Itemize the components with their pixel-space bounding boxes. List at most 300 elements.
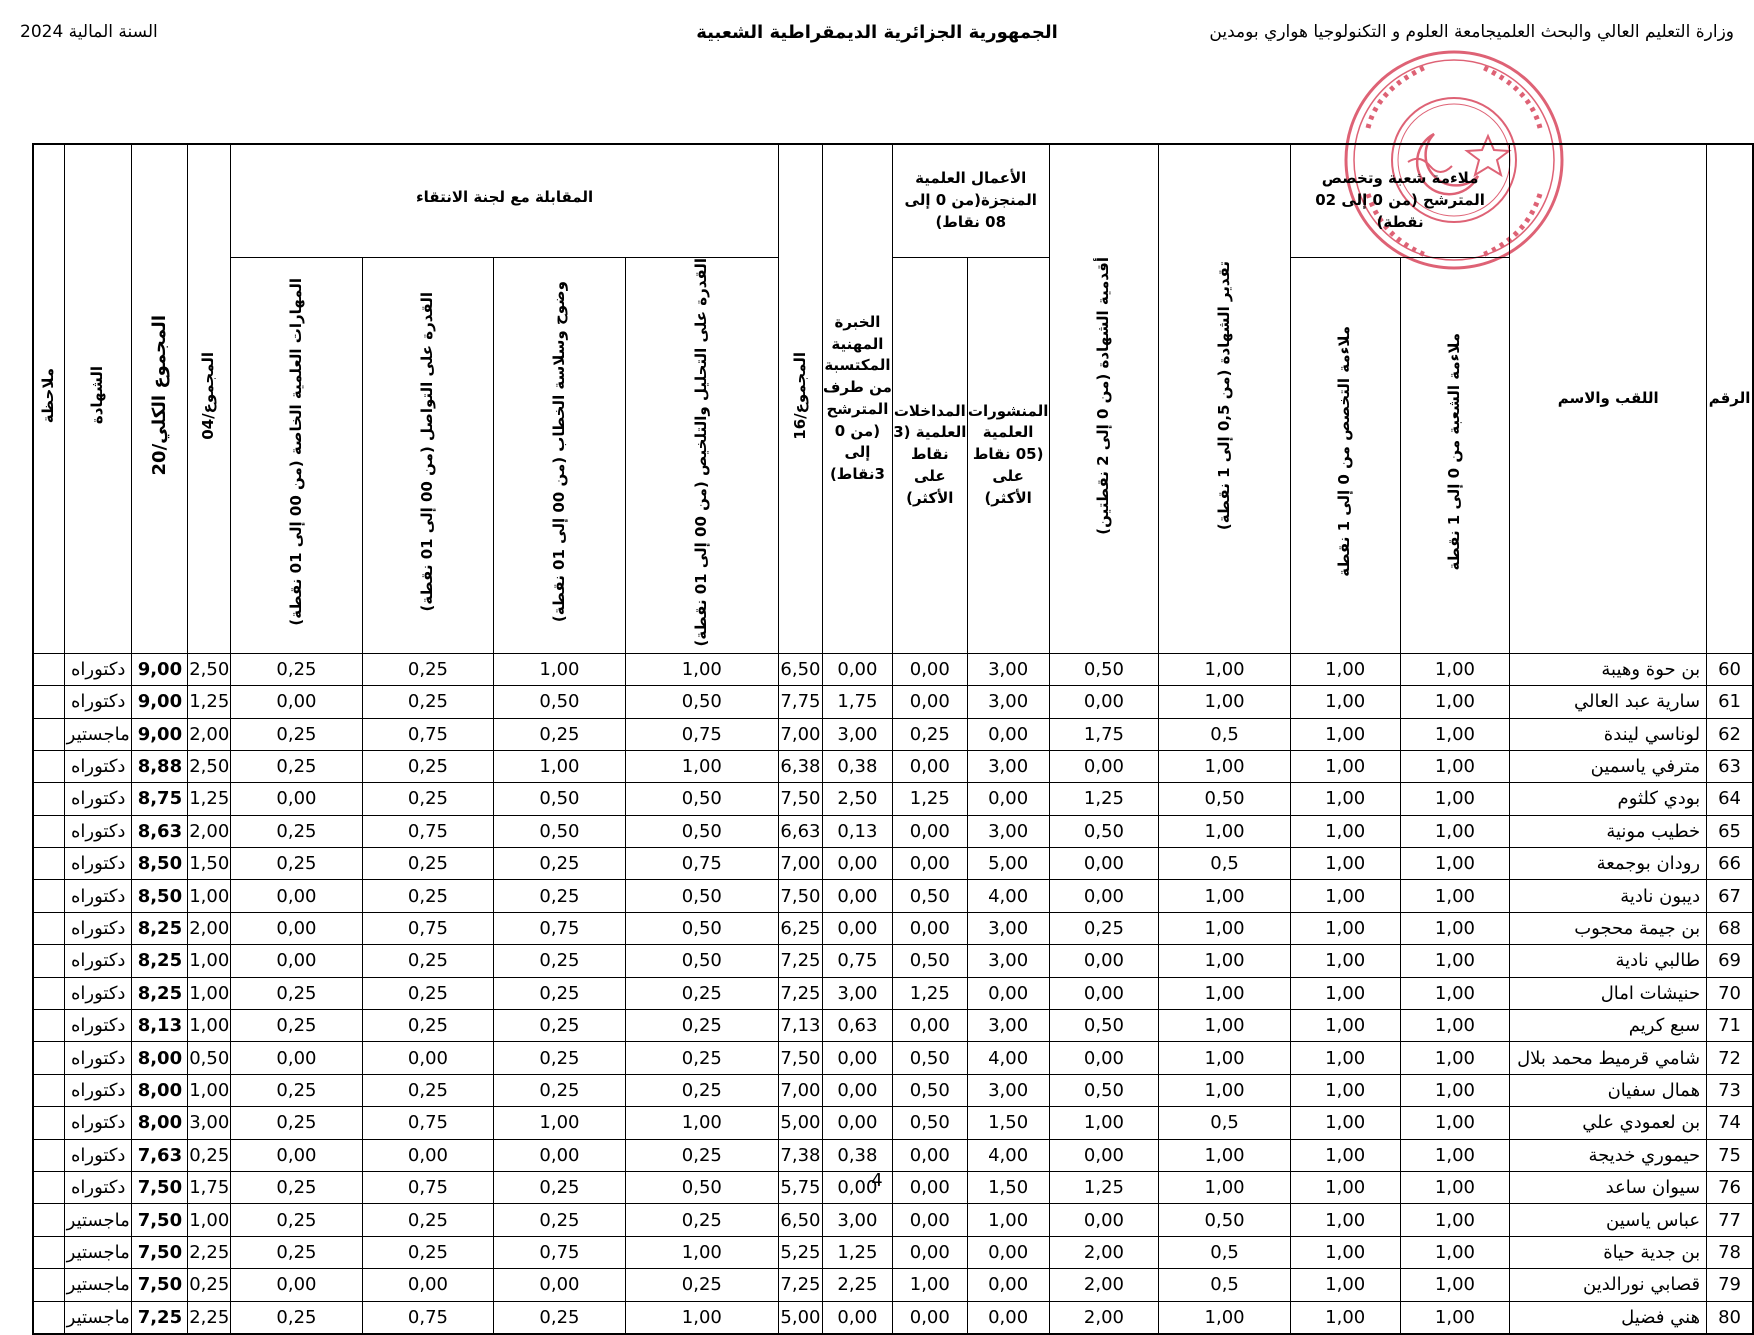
cell-sum4: 1,00: [188, 1204, 231, 1236]
col-header-communication: القدرة على التواصل (من 00 إلى 01 نقطة): [362, 257, 494, 653]
cell-total: 8,88: [132, 750, 188, 782]
table-row: [33, 686, 1753, 718]
cell-note: [33, 1107, 64, 1139]
cell-communication: 0,25: [362, 945, 494, 977]
cell-analysis: 1,00: [625, 750, 778, 782]
cell-communication: 0,75: [362, 1107, 494, 1139]
cell-note: [33, 815, 64, 847]
cell-publications: 1,00: [967, 1204, 1049, 1236]
cell-publications: 0,00: [967, 977, 1049, 1009]
cell-num: 72: [1707, 1042, 1753, 1074]
cell-sum16: 7,38: [778, 1139, 822, 1171]
cell-analysis: 0,50: [625, 912, 778, 944]
cell-experience: 0,75: [822, 945, 892, 977]
table-row: [33, 1236, 1753, 1268]
cell-sum16: 7,25: [778, 1269, 822, 1301]
header-republic: الجمهورية الجزائرية الديمقراطية الشعبية: [696, 22, 1058, 43]
cell-skills: 0,25: [231, 1204, 363, 1236]
cell-communication: 0,25: [362, 783, 494, 815]
cell-publications: 4,00: [967, 1139, 1049, 1171]
cell-publications: 3,00: [967, 1074, 1049, 1106]
cell-seniority: 2,00: [1049, 1269, 1159, 1301]
cell-talks: 0,25: [892, 718, 967, 750]
cell-num: 75: [1707, 1139, 1753, 1171]
cell-note: [33, 686, 64, 718]
cell-clarity: 0,25: [494, 1010, 626, 1042]
cell-name: حيموري خديجة: [1510, 1139, 1707, 1171]
cell-note: [33, 848, 64, 880]
cell-skills: 0,25: [231, 1074, 363, 1106]
cell-talks: 0,50: [892, 1107, 967, 1139]
col-header-analysis: القدرة على التحليل والتلخيص (من 00 إلى 01 نقطة): [625, 257, 778, 653]
cell-communication: 0,75: [362, 1171, 494, 1203]
cell-total: 8,75: [132, 783, 188, 815]
cell-sum16: 7,00: [778, 1074, 822, 1106]
col-header-talks: المداخلات العلمية (3 نقاط على الأكثر): [892, 257, 967, 653]
cell-talks: 0,00: [892, 1139, 967, 1171]
cell-clarity: 0,50: [494, 815, 626, 847]
cell-degree: دكتوراه: [64, 783, 132, 815]
cell-analysis: 0,25: [625, 1139, 778, 1171]
cell-analysis: 0,25: [625, 1074, 778, 1106]
table-row: [33, 1042, 1753, 1074]
cell-experience: 0,00: [822, 848, 892, 880]
cell-talks: 0,00: [892, 1301, 967, 1334]
cell-name: بن جدية حياة: [1510, 1236, 1707, 1268]
cell-fit-spec: 1,00: [1290, 653, 1400, 685]
cell-sum16: 6,50: [778, 653, 822, 685]
cell-note: [33, 1139, 64, 1171]
cell-experience: 3,00: [822, 718, 892, 750]
cell-fit-branch: 1,00: [1400, 686, 1510, 718]
cell-analysis: 0,50: [625, 815, 778, 847]
cell-experience: 0,00: [822, 653, 892, 685]
cell-sum16: 7,75: [778, 686, 822, 718]
cell-grade: 1,00: [1159, 912, 1291, 944]
cell-num: 70: [1707, 977, 1753, 1009]
table-row: [33, 718, 1753, 750]
cell-talks: 0,00: [892, 1236, 967, 1268]
cell-fit-spec: 1,00: [1290, 880, 1400, 912]
cell-experience: 0,00: [822, 1042, 892, 1074]
cell-publications: 3,00: [967, 653, 1049, 685]
cell-fit-branch: 1,00: [1400, 945, 1510, 977]
cell-fit-spec: 1,00: [1290, 945, 1400, 977]
cell-skills: 0,25: [231, 1236, 363, 1268]
cell-seniority: 0,00: [1049, 686, 1159, 718]
col-header-interview-group: المقابلة مع لجنة الانتقاء: [231, 144, 779, 257]
cell-experience: 3,00: [822, 977, 892, 1009]
cell-skills: 0,00: [231, 1042, 363, 1074]
cell-degree: ماجستير: [64, 1301, 132, 1334]
cell-talks: 0,00: [892, 686, 967, 718]
cell-publications: 0,00: [967, 1301, 1049, 1334]
col-header-works-group: الأعمال العلمية المنجزة(من 0 إلى 08 نقاط): [892, 144, 1049, 257]
cell-skills: 0,00: [231, 880, 363, 912]
cell-grade: 1,00: [1159, 1074, 1291, 1106]
cell-grade: 1,00: [1159, 880, 1291, 912]
cell-fit-branch: 1,00: [1400, 912, 1510, 944]
cell-fit-branch: 1,00: [1400, 1010, 1510, 1042]
cell-sum16: 5,00: [778, 1301, 822, 1334]
cell-skills: 0,25: [231, 750, 363, 782]
cell-skills: 0,25: [231, 1107, 363, 1139]
cell-clarity: 0,50: [494, 686, 626, 718]
cell-grade: 1,00: [1159, 1042, 1291, 1074]
cell-num: 61: [1707, 686, 1753, 718]
cell-name: مترفي ياسمين: [1510, 750, 1707, 782]
cell-clarity: 0,25: [494, 880, 626, 912]
cell-total: 9,00: [132, 653, 188, 685]
cell-name: قصابي نورالدين: [1510, 1269, 1707, 1301]
cell-fit-spec: 1,00: [1290, 1171, 1400, 1203]
cell-experience: 0,00: [822, 1171, 892, 1203]
cell-communication: 0,25: [362, 977, 494, 1009]
cell-sum4: 2,50: [188, 750, 231, 782]
cell-total: 9,00: [132, 718, 188, 750]
cell-name: رودان بوجمعة: [1510, 848, 1707, 880]
table-row: [33, 1010, 1753, 1042]
cell-fit-spec: 1,00: [1290, 686, 1400, 718]
table-row: [33, 880, 1753, 912]
cell-seniority: 1,25: [1049, 783, 1159, 815]
cell-communication: 0,00: [362, 1042, 494, 1074]
cell-name: سارية عبد العالي: [1510, 686, 1707, 718]
cell-sum4: 2,00: [188, 815, 231, 847]
cell-publications: 4,00: [967, 1042, 1049, 1074]
cell-fit-spec: 1,00: [1290, 1301, 1400, 1334]
cell-seniority: 0,00: [1049, 1139, 1159, 1171]
cell-seniority: 1,25: [1049, 1171, 1159, 1203]
cell-name: سيوان ساعد: [1510, 1171, 1707, 1203]
cell-clarity: 1,00: [494, 653, 626, 685]
cell-fit-branch: 1,00: [1400, 1042, 1510, 1074]
cell-note: [33, 880, 64, 912]
cell-publications: 4,00: [967, 880, 1049, 912]
cell-sum4: 0,25: [188, 1139, 231, 1171]
table-row: [33, 1269, 1753, 1301]
cell-num: 76: [1707, 1171, 1753, 1203]
cell-total: 7,25: [132, 1301, 188, 1334]
cell-sum4: 0,50: [188, 1042, 231, 1074]
col-header-num: الرقم: [1707, 144, 1753, 653]
cell-total: 7,50: [132, 1171, 188, 1203]
cell-sum4: 1,25: [188, 783, 231, 815]
cell-note: [33, 783, 64, 815]
table-row: [33, 1204, 1753, 1236]
cell-sum4: 1,00: [188, 945, 231, 977]
cell-grade: 1,00: [1159, 653, 1291, 685]
cell-communication: 0,00: [362, 1269, 494, 1301]
table-row: [33, 1139, 1753, 1171]
cell-sum16: 7,00: [778, 848, 822, 880]
table-row: [33, 783, 1753, 815]
cell-fit-spec: 1,00: [1290, 815, 1400, 847]
cell-analysis: 0,25: [625, 1269, 778, 1301]
cell-total: 8,00: [132, 1107, 188, 1139]
cell-clarity: 1,00: [494, 1107, 626, 1139]
cell-fit-branch: 1,00: [1400, 653, 1510, 685]
cell-communication: 0,25: [362, 880, 494, 912]
col-header-sum4: المجموع/04: [188, 144, 231, 653]
col-header-seniority: أقدمية الشهادة (من 0 إلى 2 نقطتين): [1049, 144, 1159, 653]
cell-num: 78: [1707, 1236, 1753, 1268]
cell-total: 8,50: [132, 848, 188, 880]
table-row: [33, 653, 1753, 685]
cell-num: 64: [1707, 783, 1753, 815]
cell-name: سبع كريم: [1510, 1010, 1707, 1042]
cell-degree: ماجستير: [64, 718, 132, 750]
col-header-experience: الخبرة المهنية المكتسبة من طرف المترشح (من 0 إلى 3نقاط): [822, 144, 892, 653]
cell-grade: 0,5: [1159, 1269, 1291, 1301]
cell-seniority: 2,00: [1049, 1301, 1159, 1334]
cell-communication: 0,00: [362, 1139, 494, 1171]
cell-seniority: 1,00: [1049, 1107, 1159, 1139]
cell-num: 79: [1707, 1269, 1753, 1301]
cell-note: [33, 718, 64, 750]
cell-talks: 0,50: [892, 880, 967, 912]
cell-note: [33, 1074, 64, 1106]
cell-publications: 0,00: [967, 1269, 1049, 1301]
cell-analysis: 0,50: [625, 880, 778, 912]
cell-name: بودي كلثوم: [1510, 783, 1707, 815]
cell-sum4: 1,00: [188, 977, 231, 1009]
cell-total: 7,50: [132, 1269, 188, 1301]
cell-analysis: 0,75: [625, 848, 778, 880]
cell-name: لوناسي ليندة: [1510, 718, 1707, 750]
cell-sum16: 5,75: [778, 1171, 822, 1203]
cell-num: 77: [1707, 1204, 1753, 1236]
cell-fit-spec: 1,00: [1290, 718, 1400, 750]
cell-note: [33, 653, 64, 685]
cell-skills: 0,25: [231, 653, 363, 685]
cell-fit-branch: 1,00: [1400, 1107, 1510, 1139]
cell-grade: 1,00: [1159, 1301, 1291, 1334]
cell-name: هني فضيل: [1510, 1301, 1707, 1334]
cell-experience: 2,50: [822, 783, 892, 815]
cell-num: 63: [1707, 750, 1753, 782]
cell-seniority: 0,25: [1049, 912, 1159, 944]
cell-total: 7,50: [132, 1204, 188, 1236]
col-header-fit-spec: ملاءمة التخصص من 0 إلى 1 نقطة: [1290, 257, 1400, 653]
cell-experience: 0,38: [822, 1139, 892, 1171]
cell-seniority: 0,00: [1049, 880, 1159, 912]
cell-skills: 0,25: [231, 1301, 363, 1334]
cell-clarity: 0,25: [494, 848, 626, 880]
cell-grade: 1,00: [1159, 686, 1291, 718]
cell-fit-branch: 1,00: [1400, 977, 1510, 1009]
cell-fit-spec: 1,00: [1290, 750, 1400, 782]
col-header-sum16: المجموع/16: [778, 144, 822, 653]
cell-analysis: 0,25: [625, 1010, 778, 1042]
cell-grade: 0,5: [1159, 718, 1291, 750]
cell-sum4: 1,50: [188, 848, 231, 880]
cell-total: 8,25: [132, 945, 188, 977]
cell-publications: 3,00: [967, 686, 1049, 718]
cell-seniority: 0,00: [1049, 1042, 1159, 1074]
cell-num: 65: [1707, 815, 1753, 847]
cell-talks: 0,50: [892, 945, 967, 977]
cell-degree: دكتوراه: [64, 686, 132, 718]
cell-name: ديبون نادية: [1510, 880, 1707, 912]
cell-num: 68: [1707, 912, 1753, 944]
cell-degree: دكتوراه: [64, 880, 132, 912]
cell-num: 73: [1707, 1074, 1753, 1106]
header-ministry: وزارة التعليم العالي والبحث العلميجامعة العلوم و التكنولوجيا هواري بومدين: [1209, 22, 1734, 42]
cell-seniority: 0,50: [1049, 1010, 1159, 1042]
cell-note: [33, 977, 64, 1009]
cell-num: 80: [1707, 1301, 1753, 1334]
cell-total: 9,00: [132, 686, 188, 718]
cell-degree: دكتوراه: [64, 815, 132, 847]
cell-talks: 0,00: [892, 1204, 967, 1236]
cell-talks: 0,00: [892, 1010, 967, 1042]
cell-publications: 5,00: [967, 848, 1049, 880]
table-row: [33, 848, 1753, 880]
cell-skills: 0,25: [231, 848, 363, 880]
cell-experience: 2,25: [822, 1269, 892, 1301]
cell-degree: دكتوراه: [64, 1139, 132, 1171]
cell-note: [33, 912, 64, 944]
cell-sum4: 1,00: [188, 880, 231, 912]
cell-sum4: 2,00: [188, 718, 231, 750]
cell-clarity: 0,25: [494, 1204, 626, 1236]
cell-seniority: 0,50: [1049, 815, 1159, 847]
cell-skills: 0,00: [231, 686, 363, 718]
cell-experience: 0,00: [822, 1074, 892, 1106]
cell-name: بن لعمودي علي: [1510, 1107, 1707, 1139]
cell-num: 60: [1707, 653, 1753, 685]
cell-name: شامي قرميط محمد بلال: [1510, 1042, 1707, 1074]
cell-clarity: 0,25: [494, 718, 626, 750]
cell-communication: 0,75: [362, 912, 494, 944]
cell-skills: 0,25: [231, 718, 363, 750]
cell-experience: 3,00: [822, 1204, 892, 1236]
cell-degree: دكتوراه: [64, 912, 132, 944]
col-header-name: اللقب والاسم: [1510, 144, 1707, 653]
cell-talks: 1,00: [892, 1269, 967, 1301]
cell-degree: دكتوراه: [64, 945, 132, 977]
cell-fit-spec: 1,00: [1290, 1010, 1400, 1042]
cell-seniority: 0,00: [1049, 945, 1159, 977]
col-header-fit-group: ملاءمة شعبة وتخصص المترشح (من 0 إلى 02 نقطة): [1290, 144, 1510, 257]
cell-analysis: 0,25: [625, 977, 778, 1009]
cell-degree: دكتوراه: [64, 1171, 132, 1203]
cell-name: خطيب مونية: [1510, 815, 1707, 847]
cell-sum4: 2,25: [188, 1236, 231, 1268]
cell-clarity: 0,25: [494, 945, 626, 977]
cell-seniority: 0,00: [1049, 977, 1159, 1009]
table-row: [33, 1107, 1753, 1139]
cell-skills: 0,00: [231, 912, 363, 944]
cell-grade: 1,00: [1159, 977, 1291, 1009]
cell-communication: 0,75: [362, 1301, 494, 1334]
cell-total: 8,13: [132, 1010, 188, 1042]
cell-communication: 0,25: [362, 1074, 494, 1106]
cell-note: [33, 750, 64, 782]
cell-publications: 0,00: [967, 783, 1049, 815]
cell-clarity: 0,00: [494, 1269, 626, 1301]
cell-analysis: 1,00: [625, 1107, 778, 1139]
cell-communication: 0,25: [362, 1010, 494, 1042]
cell-fit-spec: 1,00: [1290, 977, 1400, 1009]
cell-fit-spec: 1,00: [1290, 1074, 1400, 1106]
cell-publications: 0,00: [967, 1236, 1049, 1268]
cell-fit-spec: 1,00: [1290, 1269, 1400, 1301]
cell-talks: 0,00: [892, 653, 967, 685]
results-table: [32, 143, 1754, 1335]
cell-publications: 1,50: [967, 1171, 1049, 1203]
cell-num: 71: [1707, 1010, 1753, 1042]
cell-fit-branch: 1,00: [1400, 1301, 1510, 1334]
cell-fit-spec: 1,00: [1290, 1204, 1400, 1236]
cell-clarity: 0,00: [494, 1139, 626, 1171]
cell-note: [33, 1269, 64, 1301]
cell-name: طالبي نادية: [1510, 945, 1707, 977]
cell-total: 8,25: [132, 912, 188, 944]
cell-sum16: 5,00: [778, 1107, 822, 1139]
cell-degree: دكتوراه: [64, 750, 132, 782]
table-row: [33, 750, 1753, 782]
cell-fit-branch: 1,00: [1400, 848, 1510, 880]
cell-total: 8,00: [132, 1042, 188, 1074]
cell-name: حنيشات امال: [1510, 977, 1707, 1009]
cell-name: بن جيمة محجوب: [1510, 912, 1707, 944]
cell-experience: 0,13: [822, 815, 892, 847]
cell-clarity: 0,25: [494, 1301, 626, 1334]
cell-talks: 0,00: [892, 1171, 967, 1203]
cell-skills: 0,25: [231, 1010, 363, 1042]
cell-total: 8,50: [132, 880, 188, 912]
table-row: [33, 912, 1753, 944]
cell-sum4: 0,25: [188, 1269, 231, 1301]
cell-sum4: 1,00: [188, 1074, 231, 1106]
cell-seniority: 1,75: [1049, 718, 1159, 750]
cell-degree: دكتوراه: [64, 848, 132, 880]
cell-fit-spec: 1,00: [1290, 1042, 1400, 1074]
cell-talks: 0,50: [892, 1042, 967, 1074]
col-header-grade: تقدير الشهادة (من 0,5 إلى 1 نقطة): [1159, 144, 1291, 653]
cell-num: 62: [1707, 718, 1753, 750]
col-header-clarity: وضوح وسلاسة الخطاب (من 00 إلى 01 نقطة): [494, 257, 626, 653]
col-header-total: المجموع الكلي/20: [132, 144, 188, 653]
cell-fit-branch: 1,00: [1400, 783, 1510, 815]
cell-analysis: 0,25: [625, 1042, 778, 1074]
cell-degree: ماجستير: [64, 1236, 132, 1268]
cell-num: 67: [1707, 880, 1753, 912]
cell-degree: دكتوراه: [64, 1010, 132, 1042]
cell-communication: 0,25: [362, 653, 494, 685]
col-header-publications: المنشورات العلمية (05 نقاط على الأكثر): [967, 257, 1049, 653]
cell-experience: 1,75: [822, 686, 892, 718]
cell-fit-branch: 1,00: [1400, 880, 1510, 912]
cell-seniority: 0,00: [1049, 750, 1159, 782]
cell-fit-branch: 1,00: [1400, 1269, 1510, 1301]
cell-note: [33, 1204, 64, 1236]
cell-sum16: 7,00: [778, 718, 822, 750]
table-row: [33, 945, 1753, 977]
cell-publications: 3,00: [967, 750, 1049, 782]
cell-fit-spec: 1,00: [1290, 1236, 1400, 1268]
cell-publications: 1,50: [967, 1107, 1049, 1139]
cell-skills: 0,25: [231, 815, 363, 847]
cell-total: 8,63: [132, 815, 188, 847]
table-row: [33, 977, 1753, 1009]
cell-fit-branch: 1,00: [1400, 1204, 1510, 1236]
cell-degree: ماجستير: [64, 1204, 132, 1236]
cell-grade: 1,00: [1159, 750, 1291, 782]
cell-sum16: 6,25: [778, 912, 822, 944]
